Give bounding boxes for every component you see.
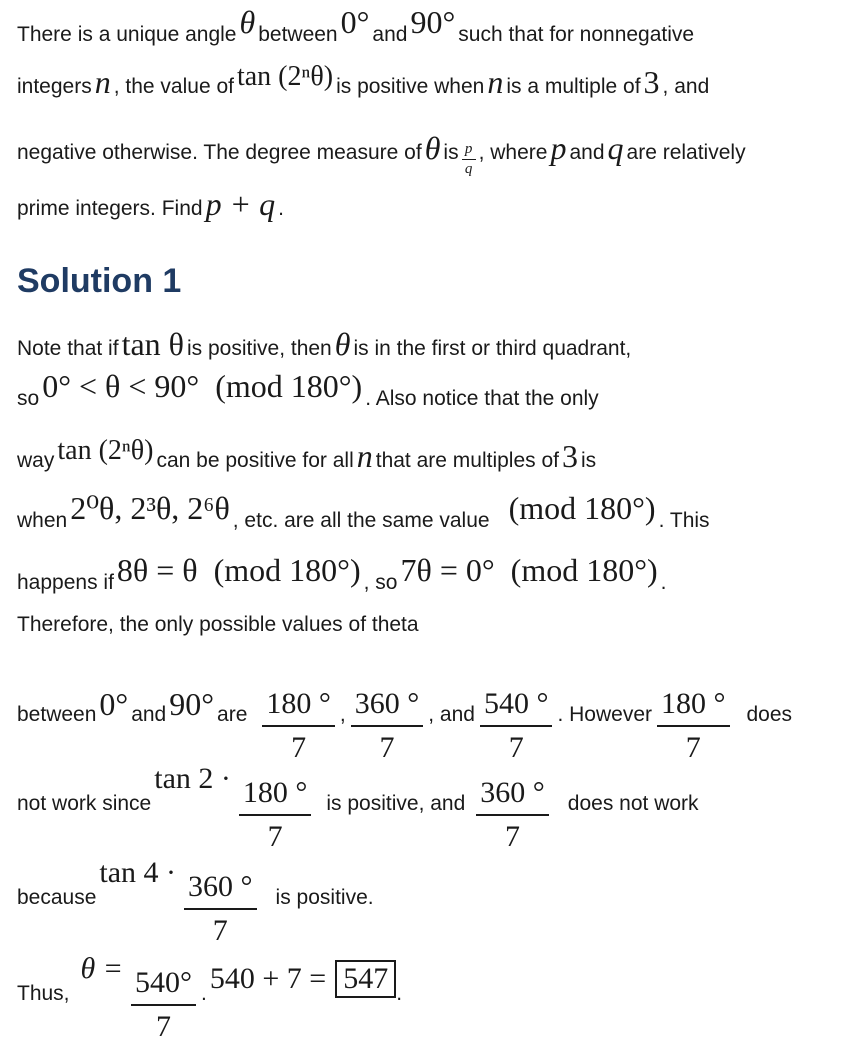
- text: is positive, then: [186, 337, 332, 360]
- answer-box: 547: [335, 960, 396, 998]
- text: integers: [17, 75, 92, 98]
- math-theta: θ: [334, 326, 351, 362]
- text: are: [217, 703, 248, 726]
- text: because: [17, 886, 97, 909]
- math-tan-theta: tan θ: [121, 326, 184, 362]
- text: . Also notice that the only: [365, 387, 599, 410]
- problem-line-4: [17, 188, 836, 220]
- math-tan-4: tan 4 ·: [99, 856, 177, 889]
- fraction-540-over-7: [128, 968, 199, 1042]
- solution-line-2: [17, 368, 836, 410]
- math-n: n: [487, 64, 504, 100]
- math-p: p: [550, 130, 567, 166]
- problem-line-2: [17, 61, 836, 100]
- text: is positive, and: [326, 792, 466, 815]
- math-theta-equals: θ =: [80, 952, 124, 985]
- math-zero-degrees: 0°: [99, 686, 129, 722]
- fraction-540-over-7: [477, 689, 556, 763]
- text: so: [17, 387, 40, 410]
- text: , where: [478, 141, 548, 164]
- text: , etc. are all the same value: [232, 509, 490, 532]
- text: does: [746, 703, 793, 726]
- text: Therefore, the only possible values of theta: [17, 613, 419, 636]
- text: .: [201, 982, 207, 1005]
- text: negative otherwise. The degree measure of: [17, 141, 422, 164]
- fraction-denominator: 7: [685, 731, 701, 764]
- fraction-denominator: 7: [379, 731, 395, 764]
- fraction-denominator: 7: [505, 820, 521, 853]
- text: , and: [428, 703, 475, 726]
- math-ninety-degrees: 90°: [410, 4, 456, 40]
- text: Note that if: [17, 337, 119, 360]
- math-three: 3: [562, 438, 578, 474]
- math-mod-180: (mod 180°): [508, 490, 656, 526]
- fraction-360-over-7: [181, 872, 260, 946]
- solution-line-4: [17, 490, 836, 532]
- math-tan-2: tan 2 ·: [154, 762, 231, 795]
- fraction-denominator: 7: [156, 1010, 172, 1043]
- text: is positive.: [275, 886, 374, 909]
- problem-line-3: [17, 132, 836, 183]
- text: is positive when: [336, 75, 485, 98]
- math-tan-expression: tan (2ⁿθ): [236, 61, 334, 92]
- text: .: [660, 571, 667, 594]
- fraction-denominator: 7: [291, 731, 307, 764]
- solution-line-8: [17, 762, 836, 860]
- problem-line-1: [17, 4, 836, 46]
- math-theta: θ: [424, 130, 441, 166]
- math-congruence-2: 7θ = 0° (mod 180°): [400, 552, 658, 588]
- text: not work since: [17, 792, 152, 815]
- text: prime integers. Find: [17, 197, 203, 220]
- fraction-numerator: p: [464, 141, 473, 157]
- fraction-180-over-7: [236, 778, 315, 852]
- fraction-numerator: 540 °: [483, 687, 549, 720]
- fraction-numerator: 360 °: [480, 776, 545, 809]
- fraction-numerator: 540°: [135, 966, 193, 999]
- fraction-360-over-7: [348, 689, 427, 763]
- text: way: [17, 449, 55, 472]
- fraction-numerator: 360 °: [188, 870, 253, 903]
- text: are relatively: [626, 141, 746, 164]
- fraction-numerator: 180 °: [661, 687, 726, 720]
- solution-line-3: [17, 435, 836, 474]
- text: is: [581, 449, 597, 472]
- fraction-numerator: 180 °: [266, 687, 331, 720]
- text: and: [569, 141, 605, 164]
- text: There is a unique angle: [17, 23, 237, 46]
- fraction-denominator: 7: [212, 914, 228, 947]
- fraction-denominator: q: [464, 161, 473, 177]
- text: between: [17, 703, 97, 726]
- math-p-plus-q: p + q: [205, 186, 276, 222]
- text: happens if: [17, 571, 114, 594]
- text: between: [258, 23, 338, 46]
- text: .: [278, 197, 285, 220]
- solution-line-5: [17, 552, 836, 594]
- solution-line-7: [17, 686, 836, 771]
- text: is in the first or third quadrant,: [353, 337, 632, 360]
- math-zero-degrees: 0°: [340, 4, 370, 40]
- solution-line-10: [17, 952, 836, 1050]
- text: . However: [557, 703, 652, 726]
- fraction-numerator: 180 °: [242, 776, 308, 809]
- text: does not work: [567, 792, 699, 815]
- solution-line-9: [17, 856, 836, 954]
- text: , and: [662, 75, 710, 98]
- text: , so: [363, 571, 398, 594]
- fraction-denominator: 7: [508, 731, 524, 764]
- text: Thus,: [17, 982, 70, 1005]
- text: . This: [658, 509, 710, 532]
- math-three: 3: [643, 64, 660, 100]
- math-congruence-1: 8θ = θ (mod 180°): [116, 552, 361, 588]
- solution-line-6: [17, 614, 836, 635]
- fraction-180-over-7: [654, 689, 733, 763]
- text: that are multiples of: [375, 449, 559, 472]
- text: is: [443, 141, 459, 164]
- text: and: [372, 23, 408, 46]
- math-q: q: [607, 130, 624, 166]
- math-inequality: 0° < θ < 90° (mod 180°): [42, 368, 363, 404]
- math-ninety-degrees: 90°: [169, 686, 215, 722]
- fraction-p-over-q: [462, 142, 476, 177]
- solution-line-1: [17, 328, 836, 360]
- math-theta: θ: [239, 4, 256, 40]
- fraction-denominator: 7: [267, 820, 283, 853]
- text: , the value of: [113, 75, 234, 98]
- text: can be positive for all: [156, 449, 354, 472]
- solution-heading: Solution 1: [17, 262, 182, 300]
- text: when: [17, 509, 68, 532]
- fraction-180-over-7: [259, 689, 338, 763]
- math-n: n: [356, 438, 373, 474]
- math-tan-expression: tan (2ⁿθ): [57, 435, 154, 466]
- math-sum-expression: 540 + 7 =: [209, 962, 327, 995]
- math-powers-expression: 2⁰θ, 2³θ, 2⁶θ: [70, 490, 230, 526]
- text: such that for nonnegative: [458, 23, 695, 46]
- fraction-numerator: 360 °: [354, 687, 420, 720]
- text: ,: [339, 703, 346, 726]
- text: and: [131, 703, 167, 726]
- fraction-360-over-7: [473, 778, 552, 852]
- text: is a multiple of: [506, 75, 641, 98]
- fraction-bar: [462, 159, 476, 160]
- math-n: n: [94, 64, 111, 100]
- text: .: [396, 982, 403, 1005]
